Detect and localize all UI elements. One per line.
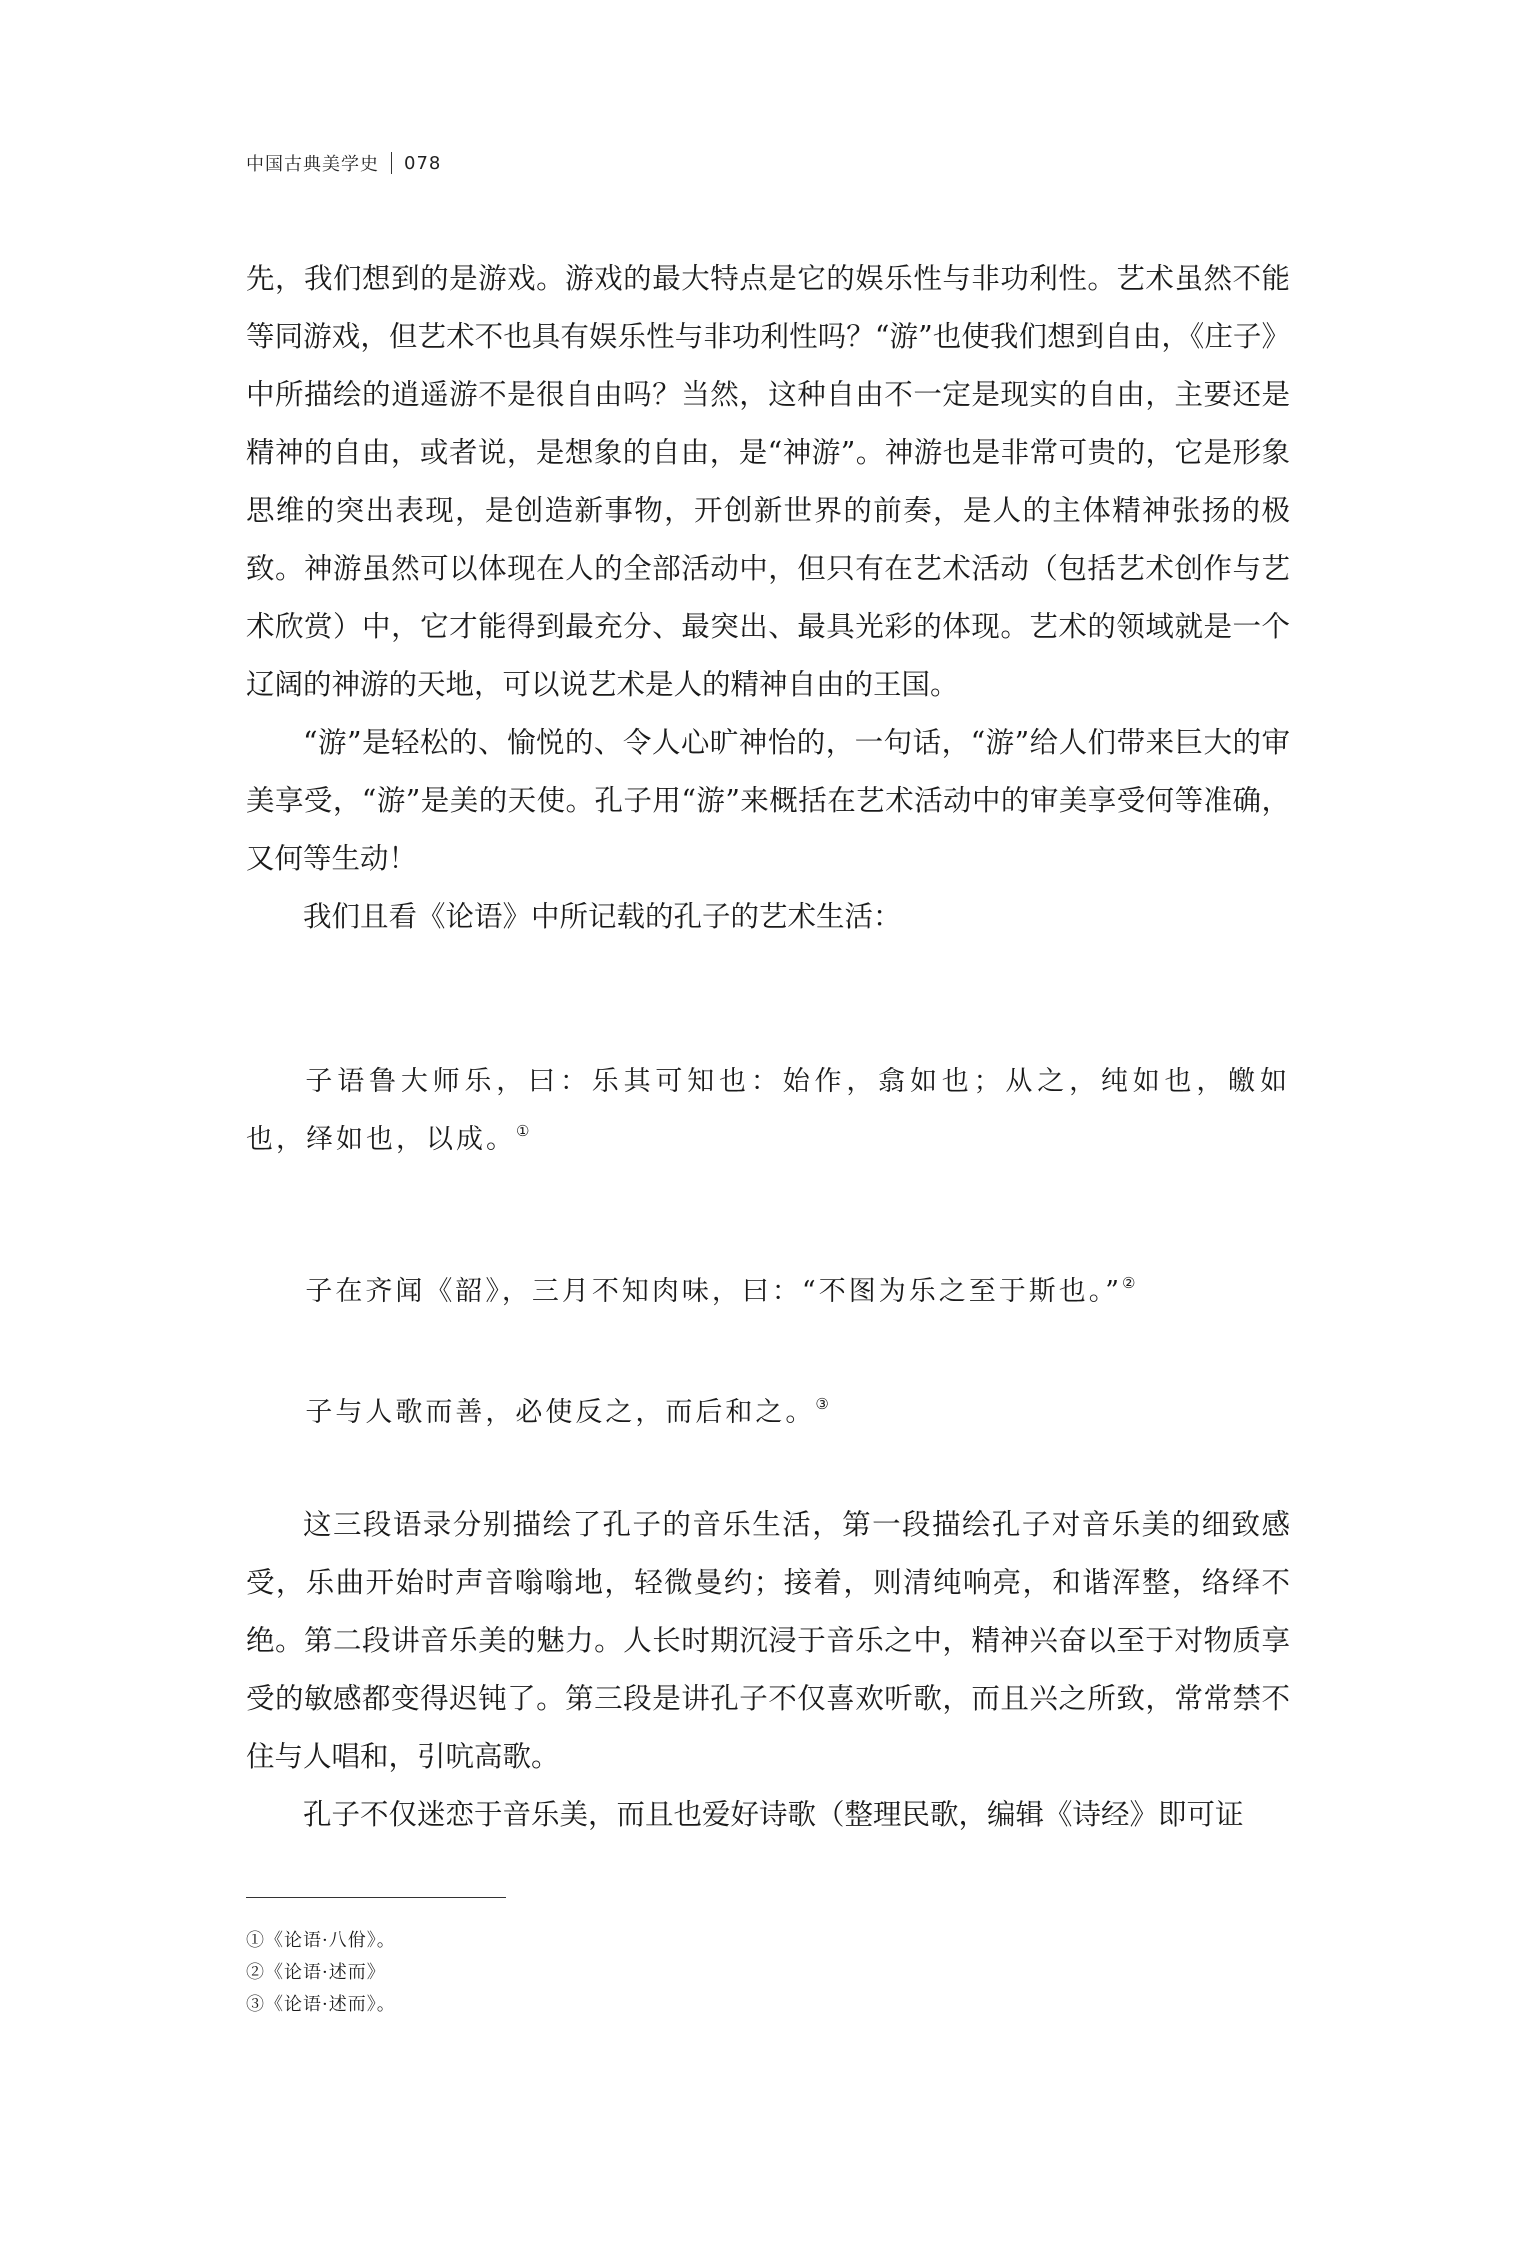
footnote-3: ③《论语·述而》。	[246, 1994, 396, 2015]
footnote-divider	[246, 1897, 506, 1898]
book-title: 中国古典美学史	[246, 154, 379, 175]
paragraph-you-aesthetic: “游”是轻松的、愉悦的、令人心旷神怡的，一句话，“游”给人们带来巨大的审美享受，“游”是美的天使。孔子用“游”来概括在艺术活动中的审美享受何等准确，又何等生动！	[246, 726, 1290, 875]
footnote-2: ②《论语·述而》	[246, 1962, 386, 1983]
footnote-ref: ①	[516, 1122, 533, 1140]
paragraph-lunyu-intro: 我们且看《论语》中所记载的孔子的艺术生活：	[303, 900, 902, 933]
footnote-1: ①《论语·八佾》。	[246, 1930, 396, 1951]
page-number: 078	[404, 152, 442, 174]
quote-text: 子语鲁大师乐，曰：乐其可知也：始作，翕如也；从之，纯如也，皦如也，绎如也，以成。	[246, 1066, 1290, 1155]
block-quote-3	[246, 1384, 1290, 1442]
running-header	[246, 150, 441, 176]
block-quote-2	[246, 1263, 1290, 1321]
paragraph-poetry: 孔子不仅迷恋于音乐美，而且也爱好诗歌（整理民歌，编辑《诗经》即可证	[303, 1798, 1244, 1831]
paragraph-continuation: 先，我们想到的是游戏。游戏的最大特点是它的娱乐性与非功利性。艺术虽然不能等同游戏，但艺术不也具有娱乐性与非功利性吗？“游”也使我们想到自由，《庄子》中所描绘的逍遥游不是很自由吗？当然，这种自由不一定是现实的自由，主要还是精神的自由，或者说，是想象的自由，是“神游”。神游也是非常可贵的，它是形象思维的突出表现，是创造新事物，开创新世界的前奏，是人的主体精神张扬的极致。神游虽然可以体现在人的全部活动中，但只有在艺术活动（包括艺术创作与艺术欣赏）中，它才能得到最充分、最突出、最具光彩的体现。艺术的领域就是一个辽阔的神游的天地，可以说艺术是人的精神自由的王国。	[246, 262, 1290, 701]
body-text-bottom	[246, 1496, 1290, 1844]
header-divider	[391, 152, 392, 174]
paragraph-analysis: 这三段语录分别描绘了孔子的音乐生活，第一段描绘孔子对音乐美的细致感受，乐曲开始时声音嗡嗡地，轻微曼约；接着，则清纯响亮，和谐浑整，络绎不绝。第二段讲音乐美的魅力。人长时期沉浸于音乐之中，精神兴奋以至于对物质享受的敏感都变得迟钝了。第三段是讲孔子不仅喜欢听歌，而且兴之所致，常常禁不住与人唱和，引吭高歌。	[246, 1508, 1290, 1773]
quote-text: 子与人歌而善，必使反之，而后和之。	[305, 1397, 816, 1428]
quote-text: 子在齐闻《韶》，三月不知肉味，曰：“不图为乐之至于斯也。”	[305, 1276, 1122, 1307]
block-quote-1	[246, 1053, 1290, 1169]
footnote-ref: ②	[1122, 1274, 1139, 1292]
body-text-top	[246, 250, 1290, 946]
footnotes	[246, 1925, 396, 2021]
footnote-ref: ③	[815, 1395, 832, 1413]
